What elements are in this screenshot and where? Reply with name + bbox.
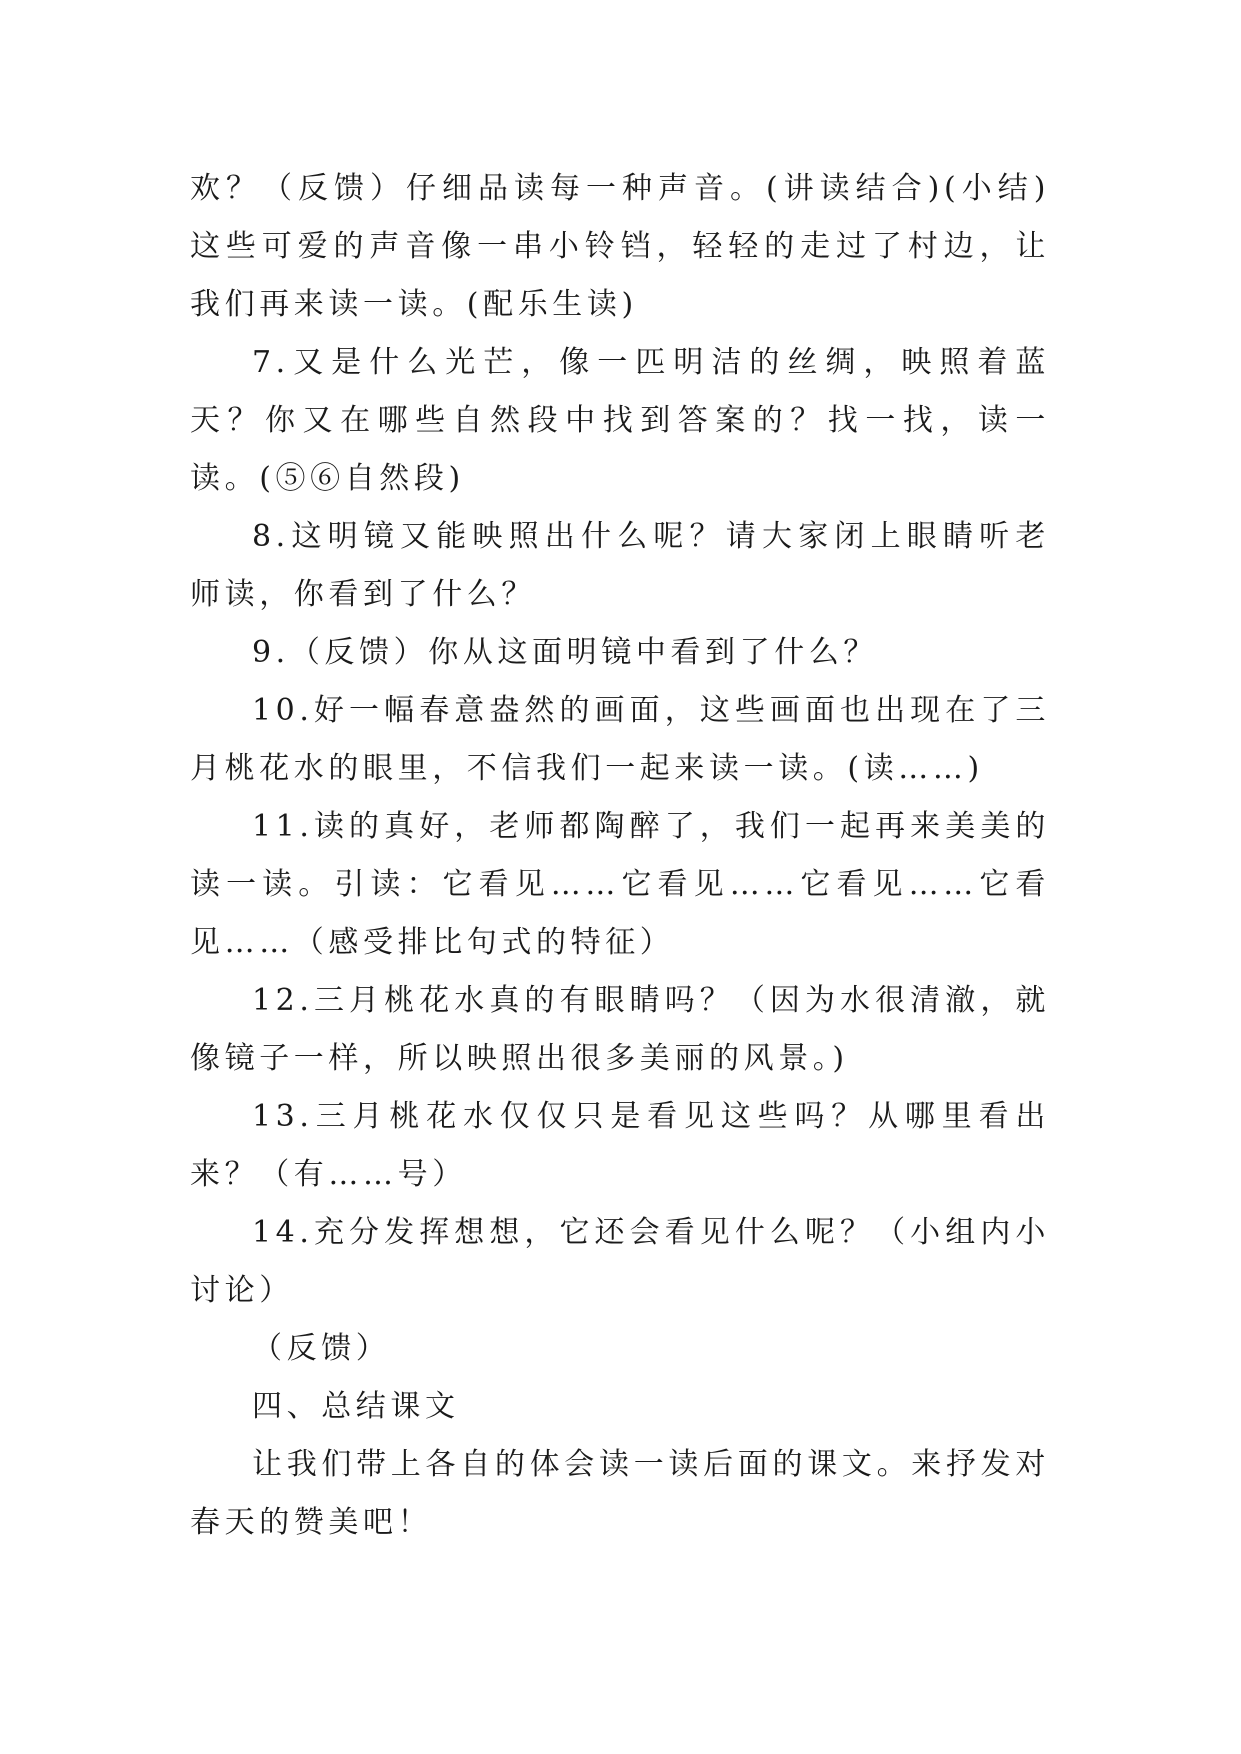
paragraph-12: 让我们带上各自的体会读一读后面的课文。来抒发对春天的赞美吧！ <box>190 1447 1050 1540</box>
paragraph-10: （反馈） <box>252 1331 391 1366</box>
section-heading: 四、总结课文 <box>252 1389 460 1424</box>
paragraph-1: 欢？（反馈）仔细品读每一种声音。(讲读结合)(小结)这些可爱的声音像一串小铃铛，轻轻的走过了村边，让我们再来读一读。(配乐生读) <box>190 171 1050 322</box>
paragraph-2: 7.又是什么光芒，像一匹明洁的丝绸，映照着蓝天？你又在哪些自然段中找到答案的？找一找，读一读。(⑤⑥自然段) <box>190 345 1050 496</box>
paragraph-6: 11.读的真好，老师都陶醉了，我们一起再来美美的读一读。引读：它看见……它看见……它看见……它看见……（感受排比句式的特征） <box>190 809 1050 960</box>
paragraph-4: 9.（反馈）你从这面明镜中看到了什么？ <box>252 635 879 670</box>
paragraph-9: 14.充分发挥想想，它还会看见什么呢？（小组内小讨论） <box>190 1215 1050 1308</box>
paragraph-8: 13.三月桃花水仅仅只是看见这些吗？从哪里看出来？（有……号） <box>190 1099 1050 1192</box>
paragraph-3: 8.这明镜又能映照出什么呢？请大家闭上眼睛听老师读，你看到了什么？ <box>190 519 1050 612</box>
document-page <box>190 160 1050 1552</box>
paragraph-5: 10.好一幅春意盎然的画面，这些画面也出现在了三月桃花水的眼里，不信我们一起来读一读。(读……) <box>190 693 1050 786</box>
paragraph-7: 12.三月桃花水真的有眼睛吗？（因为水很清澈，就像镜子一样，所以映照出很多美丽的风景。) <box>190 983 1050 1076</box>
